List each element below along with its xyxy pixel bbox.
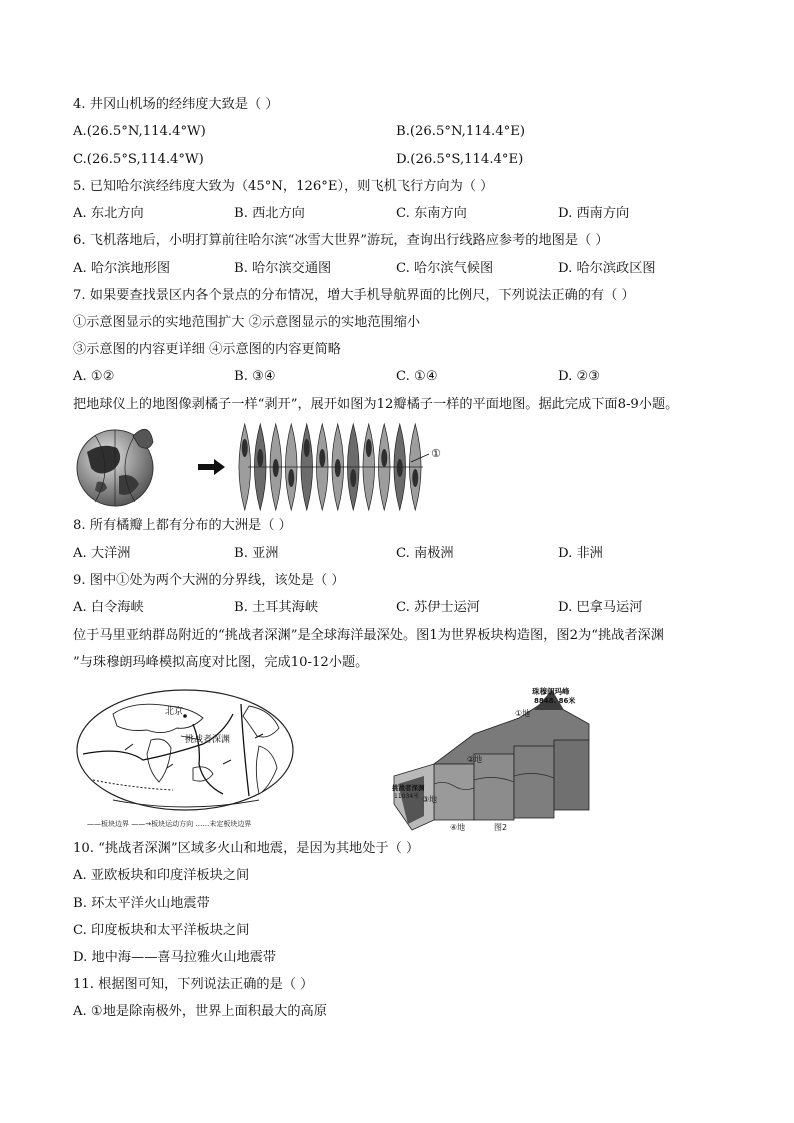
q10-option-a: A. 亚欧板块和印度洋板块之间 xyxy=(73,868,250,883)
intro-8-9: 把地球仪上的地图像剥橘子一样“剥开”，展开如图为12瓣橘子一样的平面地图。据此完成下面8-9小题。 xyxy=(73,397,679,412)
q9-option-c: C. 苏伊士运河 xyxy=(396,600,480,615)
gore-landmass xyxy=(242,439,248,457)
gore-landmass xyxy=(366,439,372,457)
q7-option-c: C. ①④ xyxy=(396,369,438,384)
q7-option-a: A. ①② xyxy=(73,369,115,384)
gore-landmass xyxy=(319,449,325,467)
land-4-label: ④地 xyxy=(450,823,466,832)
plate-tectonics-map-figure xyxy=(73,684,298,832)
deep-depth-label: 11034米 xyxy=(394,793,420,800)
plate-map-legend: ——板块边界 ——→板块运动方向 ……未定板块边界 xyxy=(87,820,252,828)
everest-height-label: 8848. 86米 xyxy=(534,697,576,705)
q8-option-a: A. 大洋洲 xyxy=(73,546,131,561)
q10-option-d: D. 地中海——喜马拉雅火山地震带 xyxy=(73,950,277,965)
everest-label: 珠穆朗玛峰 xyxy=(532,687,570,696)
q6-option-a: A. 哈尔滨地形图 xyxy=(73,261,171,276)
q4-option-b: B.(26.5°N,114.4°E) xyxy=(396,124,525,139)
q9-option-b: B. 土耳其海峡 xyxy=(234,600,319,615)
orange-peel-map-figure xyxy=(73,422,453,512)
plate-tectonics-map-svg xyxy=(73,684,298,832)
q4-option-a: A.(26.5°N,114.4°W) xyxy=(73,124,206,139)
gore-landmass xyxy=(397,459,403,477)
beijing-label: 北京 xyxy=(165,707,184,717)
land-3-label: ③地 xyxy=(422,795,438,804)
gore-landmass xyxy=(350,469,356,487)
q9-option-a: A. 白令海峡 xyxy=(73,600,144,615)
q10-option-c: C. 印度板块和太平洋板块之间 xyxy=(73,923,250,938)
q7-statement-line-1: ①示意图显示的实地范围扩大 ②示意图显示的实地范围缩小 xyxy=(73,315,421,330)
q6-option-b: B. 哈尔滨交通图 xyxy=(234,261,332,276)
q10-stem: 10. “挑战者深渊”区域多火山和地震，是因为其地处于（ ） xyxy=(73,841,420,856)
q7-option-d: D. ②③ xyxy=(558,369,601,384)
q5-option-b: B. 西北方向 xyxy=(234,206,305,221)
gore-landmass xyxy=(335,459,341,477)
height-comparison-block-figure xyxy=(384,684,602,834)
q11-stem: 11. 根据图可知，下列说法正确的是（ ） xyxy=(73,977,314,992)
gore-landmass xyxy=(304,439,310,457)
marker-1-label: ① xyxy=(431,447,441,460)
intro-10-12-line-1: 位于马里亚纳群岛附近的“挑战者深渊”是全球海洋最深处。图1为世界板块构造图，图2为“挑战者深渊 xyxy=(73,628,664,643)
q7-statement-line-2: ③示意图的内容更详细 ④示意图的内容更简略 xyxy=(73,342,341,357)
q5-stem: 5. 已知哈尔滨经纬度大致为（45°N，126°E），则飞机飞行方向为（ ） xyxy=(73,179,494,194)
q6-stem: 6. 飞机落地后，小明打算前往哈尔滨“冰雪大世界”游玩，查询出行线路应参考的地图是（ ） xyxy=(73,233,609,248)
gore-landmass xyxy=(273,459,279,477)
deep-label: 挑战者深渊 xyxy=(392,784,425,792)
height-comparison-block-svg xyxy=(384,684,602,834)
gore-landmass xyxy=(288,469,294,487)
q7-option-b: B. ③④ xyxy=(234,369,276,384)
q4-option-d: D.(26.5°S,114.4°E) xyxy=(396,152,524,167)
q8-option-c: C. 南极洲 xyxy=(396,546,454,561)
q8-option-d: D. 非洲 xyxy=(558,546,603,561)
peeled-globe xyxy=(77,429,153,506)
intro-10-12-line-2: ”与珠穆朗玛峰模拟高度对比图，完成10-12小题。 xyxy=(73,655,369,670)
q6-option-c: C. 哈尔滨气候图 xyxy=(396,261,494,276)
q11-option-a: A. ①地是除南极外，世界上面积最大的高原 xyxy=(73,1004,327,1019)
q7-stem: 7. 如果要查找景区内各个景点的分布情况，增大手机导航界面的比例尺，下列说法正确的有（ ） xyxy=(73,288,635,303)
land-2-label: ②地 xyxy=(467,755,483,764)
q8-option-b: B. 亚洲 xyxy=(234,546,279,561)
q5-option-c: C. 东南方向 xyxy=(396,206,467,221)
land-1-label: ①地 xyxy=(515,709,531,718)
q5-option-a: A. 东北方向 xyxy=(73,206,144,221)
q9-option-d: D. 巴拿马运河 xyxy=(558,600,643,615)
q4-option-c: C.(26.5°S,114.4°W) xyxy=(73,152,204,167)
gore-landmass xyxy=(257,449,263,467)
q6-option-d: D. 哈尔滨政区图 xyxy=(558,261,656,276)
gore-landmass xyxy=(381,449,387,467)
figure-2-caption: 图2 xyxy=(494,823,508,832)
gore-landmass xyxy=(412,469,418,487)
q5-option-d: D. 西南方向 xyxy=(558,206,630,221)
q4-stem: 4. 井冈山机场的经纬度大致是（ ） xyxy=(73,97,279,112)
challenger-deep-label: 挑战者深渊 xyxy=(185,735,231,745)
arrow-right-icon xyxy=(198,459,225,475)
q10-option-b: B. 环太平洋火山地震带 xyxy=(73,896,210,911)
q9-stem: 9. 图中①处为两个大洲的分界线，该处是（ ） xyxy=(73,573,345,588)
q8-stem: 8. 所有橘瓣上都有分布的大洲是（ ） xyxy=(73,518,292,533)
orange-peel-map-svg xyxy=(73,422,453,512)
